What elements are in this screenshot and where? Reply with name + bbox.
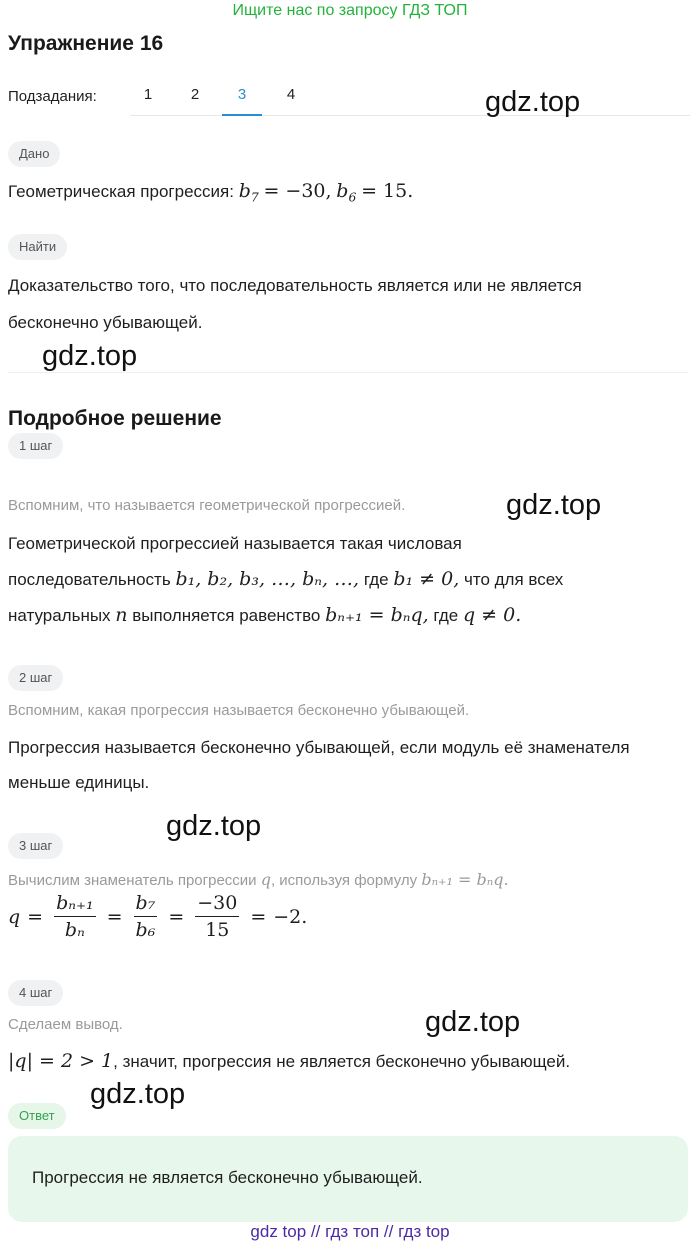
fraction-1: $\frac{\text{bₙ₊₁}}{\text{bₙ}}$ [56,892,94,941]
step-2-line-1: Прогрессия называется бесконечно убывающей, если модуль её знаменателя [8,738,630,757]
q-variable: q [260,870,271,889]
tab-subtask-4[interactable]: 4 [286,86,296,103]
tab-subtask-1[interactable]: 1 [143,86,153,103]
step-2-hint: Вспомним, какая прогрессия называется бесконечно убывающей. [8,702,470,719]
watermark-text: gdz.top [90,1078,186,1110]
solution-title: Подробное решение [8,407,222,430]
step-3-hint [8,870,509,889]
step-1-hint: Вспомним, что называется геометрической прогрессией. [8,497,406,514]
tab-subtask-2[interactable]: 2 [190,86,200,103]
step-3-hint-text: , используя формулу [270,872,422,889]
step-1-chip: 1 шаг [8,433,63,459]
step-3-chip: 3 шаг [8,833,63,859]
step-3-hint-text: Вычислим знаменатель прогрессии [8,872,261,889]
recurrence-formula: bₙ₊₁ = bₙq, [325,604,429,626]
step-1-text: что для всех [459,570,564,589]
step-1-line-3 [8,604,521,626]
ratio-equation: q = $\frac{\text{bₙ₊₁}}{\text{bₙ}}$ = $\frac{\text{b₇}}{\text{b₆}}$ = $\frac{-30}{15}$ = −2. [8,892,308,941]
given-b6-value: = 15. [361,180,414,202]
watermark-text: gdz.top [485,86,581,118]
conclusion-text: , значит, прогрессия не является бесконечно убывающей. [113,1052,571,1071]
watermark-text: gdz.top [425,1006,521,1038]
watermark-text: gdz.top [42,340,138,372]
watermark-text: gdz.top [166,810,262,842]
watermark-text: gdz.top [506,489,602,521]
page-title: Упражнение 16 [8,32,164,55]
step-4-conclusion [8,1050,570,1072]
section-divider [8,372,688,373]
eq-lhs: q [8,905,21,928]
step-1-text: последовательность [8,570,171,589]
fraction-2: $\frac{\text{b₇}}{\text{b₆}}$ [135,892,156,941]
find-line-1: Доказательство того, что последовательность является или не является [8,276,582,295]
step-1-text: выполняется равенство [127,606,326,625]
step-1-text: натуральных [8,606,116,625]
given-b7: $b_7$ [238,180,259,205]
eq-result: −2. [273,905,308,928]
answer-text: Прогрессия не является бесконечно убывающей. [32,1168,423,1187]
n-variable: n [115,604,128,626]
step-2-line-2: меньше единицы. [8,773,150,792]
given-label: Геометрическая прогрессия: [8,182,234,201]
answer-box [8,1136,688,1222]
answer-chip: Ответ [8,1103,66,1129]
find-line-2: бесконечно убывающей. [8,313,203,332]
hint-formula: bₙ₊₁ = bₙq. [421,870,509,889]
step-1-text: где [428,606,463,625]
search-banner[interactable]: Ищите нас по запросу ГДЗ ТОП [232,2,468,19]
step-1-text: где [359,570,394,589]
step-4-chip: 4 шаг [8,980,63,1006]
find-chip: Найти [8,234,67,260]
step-4-hint: Сделаем вывод. [8,1016,123,1033]
step-2-chip: 2 шаг [8,665,63,691]
ratio-condition: q ≠ 0. [462,604,522,626]
modulus-expression: |q| = 2 > 1 [8,1050,114,1072]
given-b7-value: = −30, [263,180,332,202]
given-text [8,180,414,205]
step-1-line-2 [8,568,563,590]
footer-links[interactable]: gdz top // гдз топ // гдз top [250,1222,450,1241]
first-term-condition: b₁ ≠ 0, [393,568,460,590]
given-b6: $b_6$ [336,180,357,205]
subtasks-label: Подзадания: [8,88,97,105]
given-chip: Дано [8,141,60,167]
step-1-line-1: Геометрической прогрессией называется такая числовая [8,534,462,553]
fraction-3: $\frac{-30}{15}$ [197,892,238,941]
tab-subtask-3[interactable]: 3 [222,84,262,116]
sequence-formula: b₁, b₂, b₃, …, bₙ, …, [175,568,360,590]
